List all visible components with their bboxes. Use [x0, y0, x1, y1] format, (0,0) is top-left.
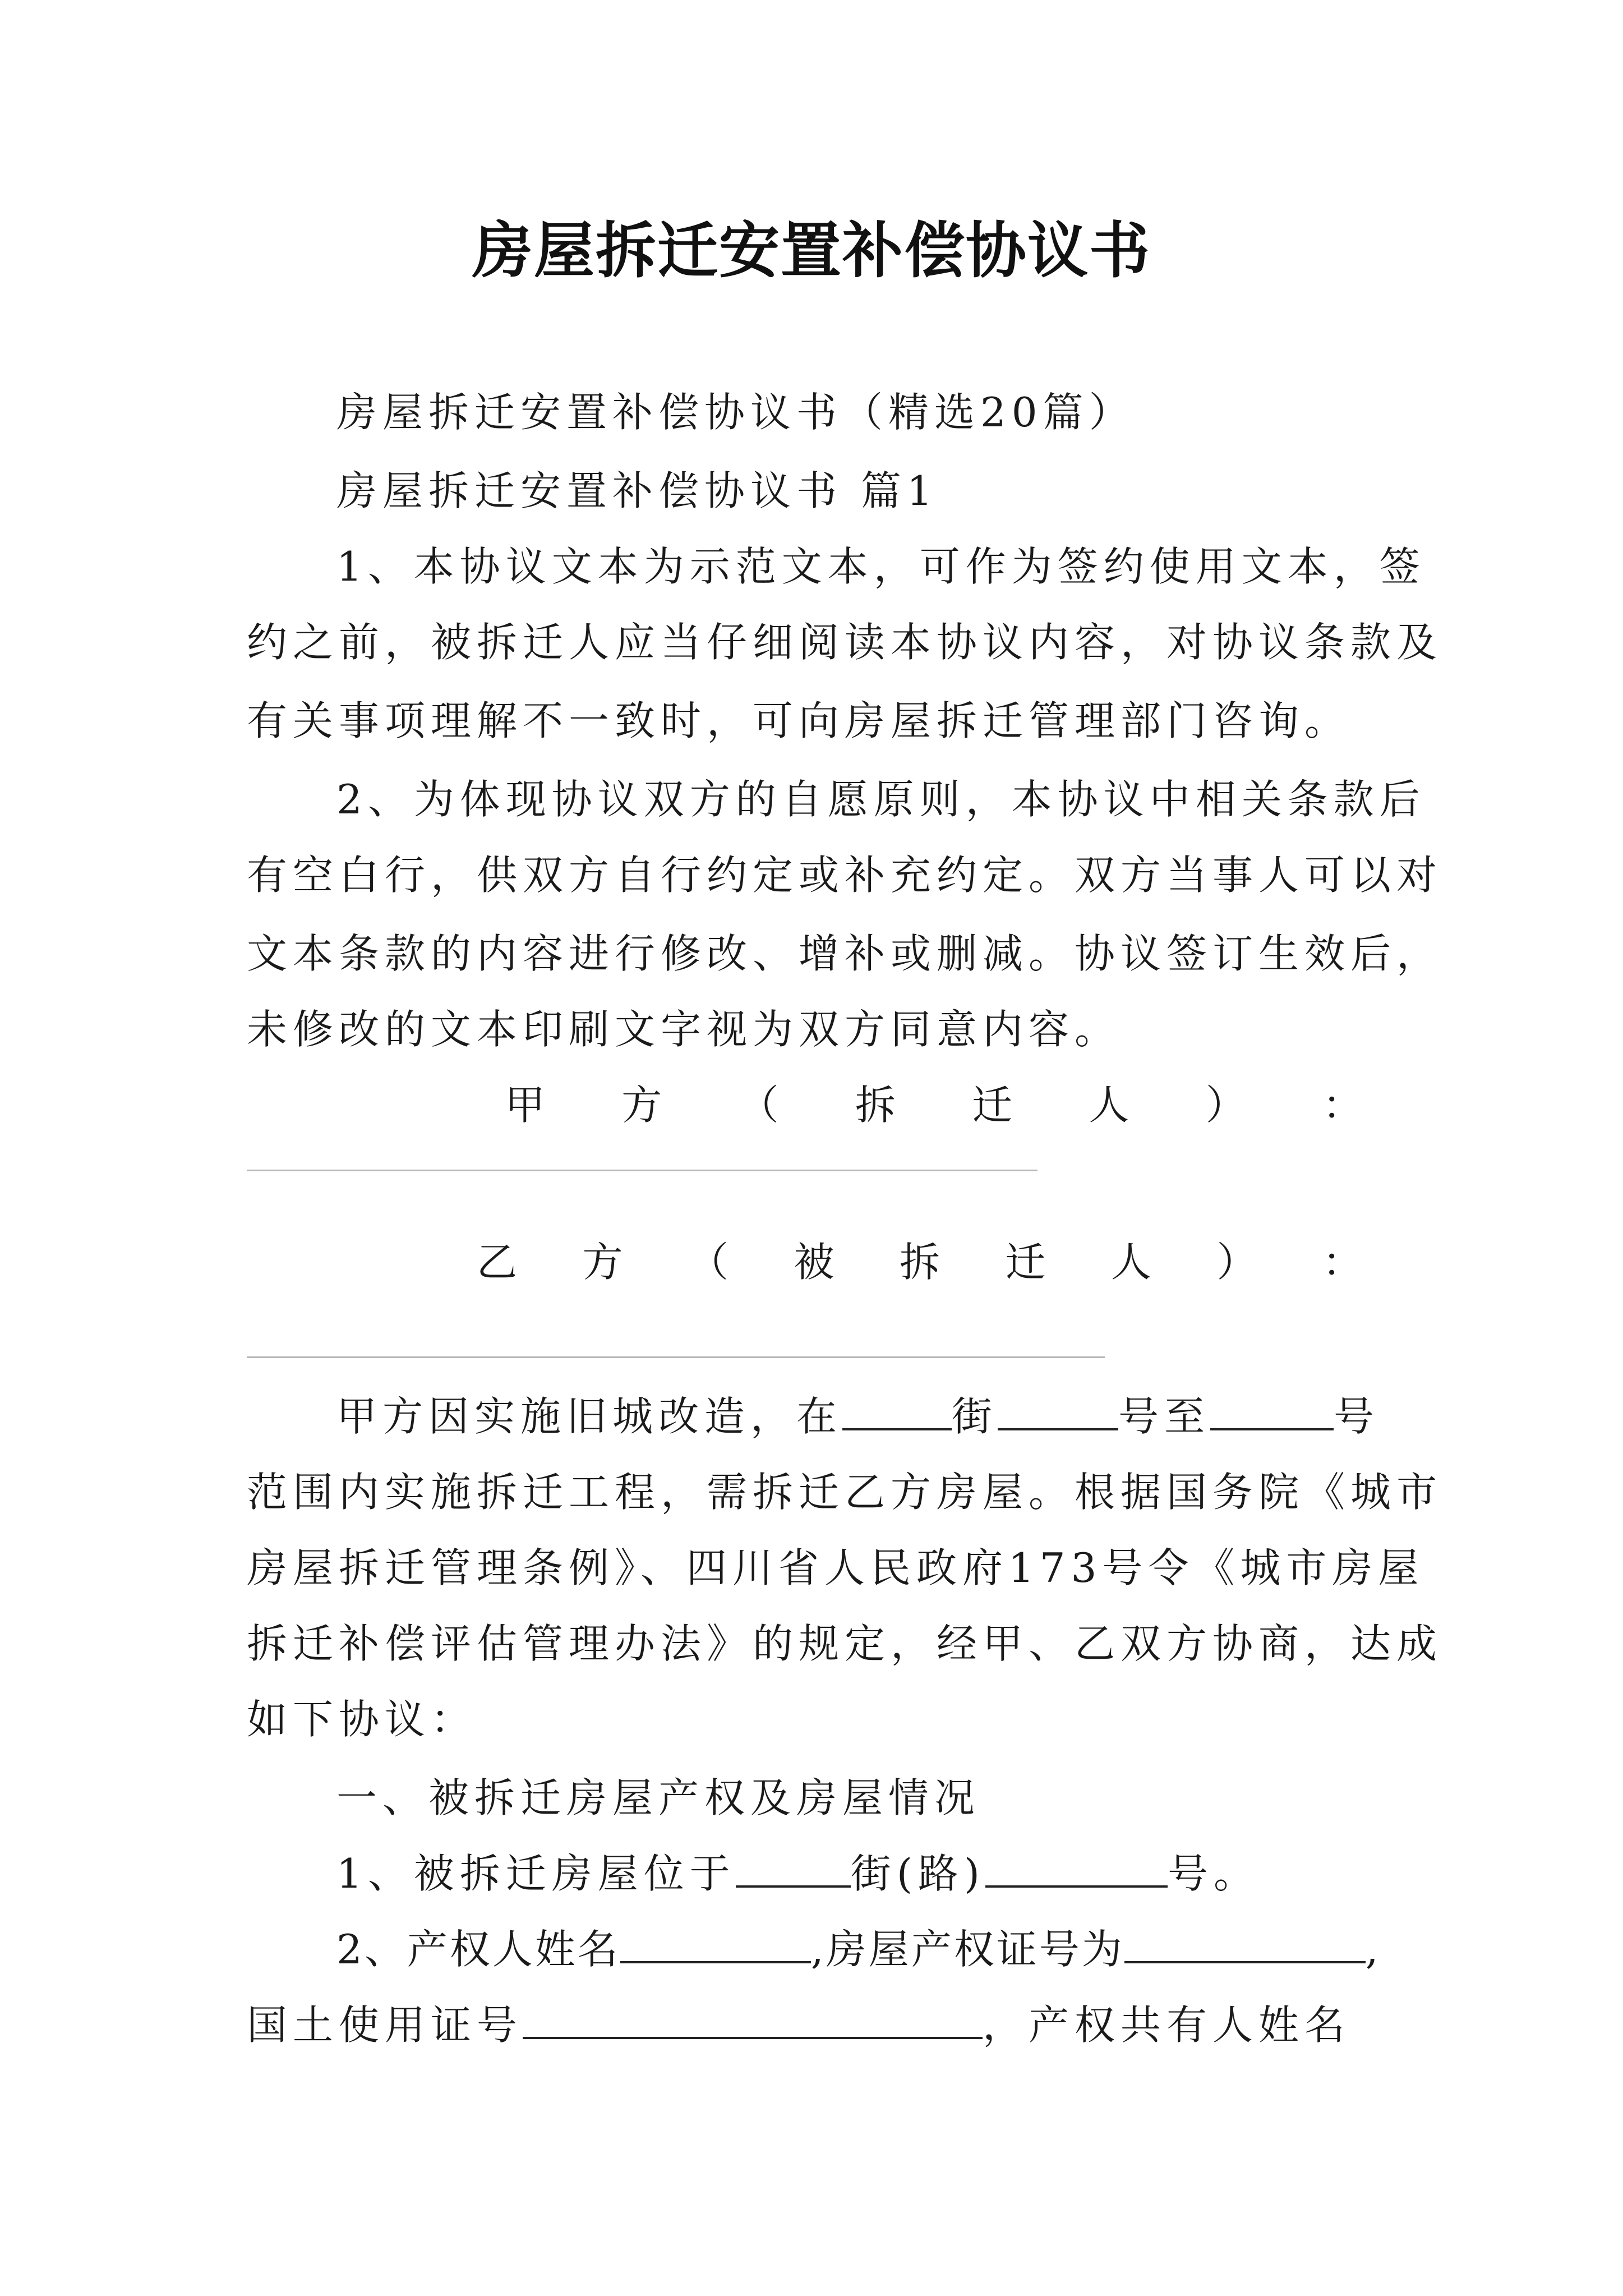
paragraph-1-line: 有关事项理解不一致时，可向房屋拆迁管理部门咨询。: [247, 697, 1351, 744]
party-a-char: ：: [1322, 1082, 1363, 1129]
party-b-underline: [247, 1356, 1105, 1358]
party-a-char: 方: [621, 1082, 662, 1129]
item-2-line-2: [247, 2000, 1385, 2050]
party-b-char: 被: [794, 1239, 834, 1286]
blank-field: [736, 1852, 851, 1888]
party-b-char: 人: [1110, 1239, 1151, 1286]
text-run: 2、产权人姓名: [336, 1926, 620, 1973]
paragraph-3-line: 房屋拆迁管理条例》、四川省人民政府173号令《城市房屋: [247, 1544, 1424, 1591]
blank-field: [620, 1927, 811, 1963]
blank-field: [1124, 1927, 1366, 1963]
text-run: 街(路): [850, 1850, 985, 1897]
party-b-char: 乙: [477, 1239, 518, 1286]
party-b-char: 方: [582, 1239, 623, 1286]
paragraph-1-line: 约之前，被拆迁人应当仔细阅读本协议内容，对协议条款及: [247, 619, 1443, 666]
party-a-char: 拆: [855, 1082, 896, 1129]
party-a-char: 迁: [972, 1082, 1013, 1129]
blank-field: [842, 1395, 952, 1430]
paragraph-2-line: 2、为体现协议双方的自愿原则，本协议中相关条款后: [336, 776, 1426, 823]
text-run: 甲方因实施旧城改造，在: [336, 1393, 843, 1440]
item-1: [336, 1848, 1385, 1899]
text-run: ,房屋产权证号为: [810, 1926, 1124, 1973]
paragraph-2-line: 有空白行，供双方自行约定或补充约定。双方当事人可以对: [247, 852, 1443, 899]
paragraph-2-line: 文本条款的内容进行修改、增补或删减。协议签订生效后，: [247, 930, 1443, 977]
blank-field: [985, 1852, 1168, 1888]
section-heading: 一、被拆迁房屋产权及房屋情况: [336, 1774, 981, 1821]
party-b-char: （: [688, 1239, 728, 1286]
party-b-label: [477, 1237, 1363, 1287]
blank-field: [1210, 1395, 1334, 1430]
party-a-underline: [247, 1170, 1038, 1171]
paragraph-3-line: 拆迁补偿评估管理办法》的规定，经甲、乙双方协商，达成: [247, 1620, 1443, 1667]
paragraph-3-line: 范围内实施拆迁工程，需拆迁乙方房屋。根据国务院《城市: [247, 1469, 1443, 1516]
party-a-char: ）: [1205, 1082, 1246, 1129]
paragraph-2-line: 未修改的文本印刷文字视为双方同意内容。: [247, 1006, 1121, 1053]
subtitle: 房屋拆迁安置补偿协议书（精选20篇）: [336, 389, 1135, 436]
party-a-char: 甲: [505, 1082, 546, 1129]
text-run: 1、被拆迁房屋位于: [336, 1850, 736, 1897]
blank-field: [523, 2003, 983, 2039]
text-run: ,: [1365, 1926, 1381, 1973]
text-run: ，产权共有人姓名: [983, 2001, 1351, 2049]
text-run: 号。: [1168, 1850, 1260, 1897]
party-b-char: ）: [1216, 1239, 1257, 1286]
blank-field: [998, 1395, 1118, 1430]
document-title: 房屋拆迁安置补偿协议书: [472, 215, 1151, 286]
paragraph-1-line: 1、本协议文本为示范文本，可作为签约使用文本，签: [336, 543, 1426, 590]
paragraph-3-line-1: [336, 1391, 1385, 1442]
item-2-line-1: [336, 1924, 1385, 1975]
text-run: 国土使用证号: [247, 2001, 523, 2049]
party-b-char: 拆: [899, 1239, 940, 1286]
party-a-label: [505, 1080, 1363, 1130]
party-a-char: 人: [1089, 1082, 1129, 1129]
paragraph-3-line: 如下协议：: [247, 1696, 477, 1743]
text-run: 号: [1334, 1393, 1380, 1440]
party-b-char: 迁: [1005, 1239, 1046, 1286]
text-run: 号至: [1118, 1393, 1211, 1440]
text-run: 街: [952, 1393, 998, 1440]
party-b-char: ：: [1322, 1239, 1363, 1286]
part-heading: 房屋拆迁安置补偿协议书 篇1: [336, 467, 938, 514]
party-a-char: （: [738, 1082, 779, 1129]
